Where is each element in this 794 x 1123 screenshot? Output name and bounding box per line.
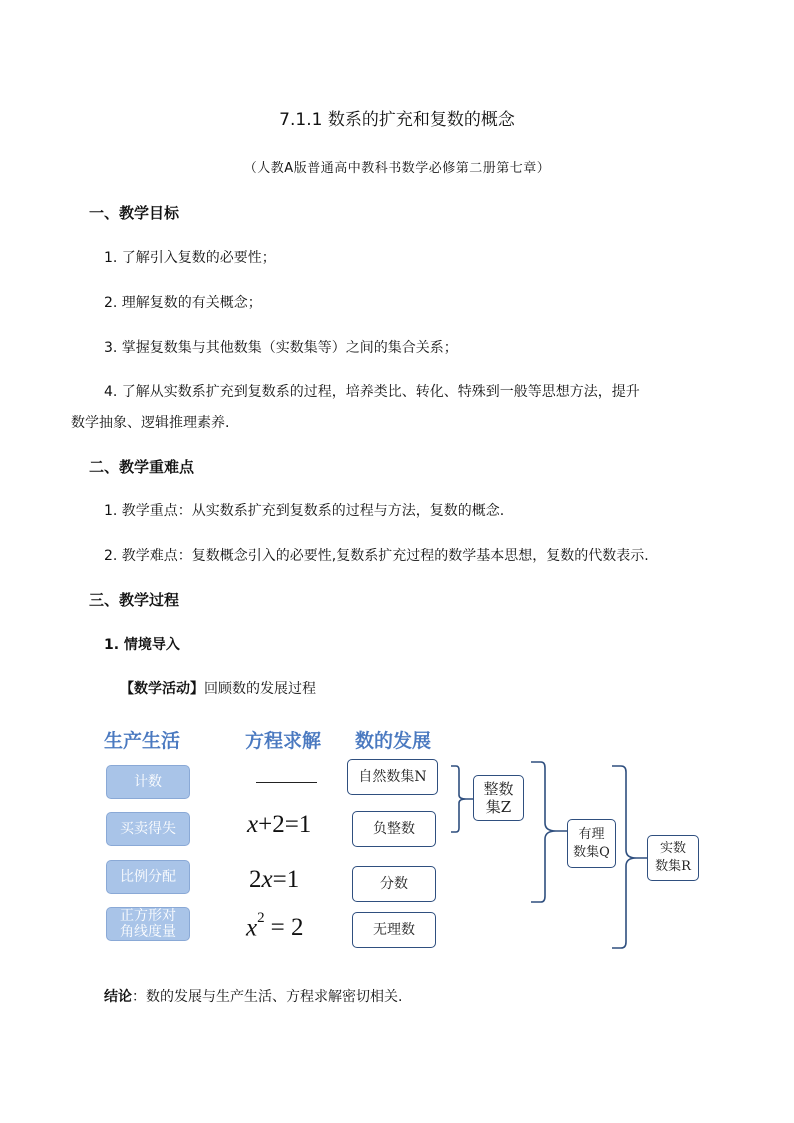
document-title: 7.1.1 数系的扩充和复数的概念 bbox=[279, 110, 515, 130]
equation-fraction-coef: 2 bbox=[249, 866, 262, 893]
objective-item-2: 2. 理解复数的有关概念； bbox=[104, 295, 262, 311]
bracket-rationals bbox=[531, 762, 567, 902]
bracket-reals bbox=[612, 766, 647, 948]
column-header-life: 生产生活 bbox=[104, 730, 181, 752]
set-box-integers-line1: 整数 bbox=[483, 780, 514, 798]
objective-item-4: 4. 了解从实数系扩充到复数系的过程，培养类比、转化、特殊到一般等思想方法，提升 bbox=[104, 384, 640, 400]
set-box-integers-line2: 集Z bbox=[485, 798, 512, 816]
set-box-reals-line1: 实数 bbox=[659, 841, 686, 856]
set-box-rationals-line2: 数集Q bbox=[573, 844, 610, 860]
equation-irrational-exp: 2 bbox=[257, 910, 265, 926]
column-header-equation: 方程求解 bbox=[245, 730, 322, 752]
keypoint-item-1: 1. 教学重点：从实数系扩充到复数系的过程与方法，复数的概念. bbox=[104, 503, 505, 519]
equation-fraction-rest: =1 bbox=[272, 866, 300, 893]
equation-negative-rest: +2=1 bbox=[258, 811, 312, 838]
keypoint-item-2: 2. 教学难点：复数概念引入的必要性,复数系扩充过程的数学基本思想，复数的代数表示. bbox=[104, 548, 649, 564]
objective-item-4-cont: 数学抽象、逻辑推理素养. bbox=[71, 415, 230, 431]
life-box-diagonal-line1: 正方形对 bbox=[120, 908, 176, 924]
conclusion bbox=[104, 986, 402, 1006]
activity-tag: 【数学活动】 bbox=[120, 681, 204, 697]
set-box-natural: 自然数集N bbox=[347, 759, 438, 795]
section-heading-process: 三、教学过程 bbox=[89, 591, 180, 609]
life-box-diagonal-line2: 角线度量 bbox=[120, 924, 176, 940]
life-box-proportion: 比例分配 bbox=[106, 860, 190, 894]
bracket-integers bbox=[451, 766, 473, 832]
objective-item-1: 1. 了解引入复数的必要性； bbox=[104, 250, 276, 266]
life-box-trade: 买卖得失 bbox=[106, 812, 190, 846]
section-heading-keypoints: 二、教学重难点 bbox=[89, 458, 195, 476]
equation-irrational-var: x bbox=[246, 914, 258, 942]
conclusion-label: 结论 bbox=[104, 989, 132, 1005]
subsection-heading: 1. 情境导入 bbox=[104, 637, 180, 653]
document-subtitle: （人教A版普通高中教科书数学必修第二册第七章） bbox=[243, 161, 551, 176]
set-box-rationals-line1: 有理 bbox=[578, 826, 605, 842]
set-box-irrationals: 无理数 bbox=[352, 912, 436, 948]
activity-text: 回顾数的发展过程 bbox=[204, 681, 316, 697]
set-box-reals-line2: 数集R bbox=[655, 859, 691, 874]
section-heading-objectives: 一、教学目标 bbox=[89, 204, 180, 222]
set-box-fractions: 分数 bbox=[352, 866, 436, 902]
column-header-numbers: 数的发展 bbox=[355, 730, 432, 752]
equation-negative-var: x bbox=[247, 811, 259, 838]
equation-fraction-var: x bbox=[261, 866, 273, 893]
conclusion-text: ：数的发展与生产生活、方程求解密切相关. bbox=[132, 989, 403, 1005]
life-box-counting: 计数 bbox=[106, 765, 190, 799]
set-box-negative-integers: 负整数 bbox=[352, 811, 436, 847]
equation-irrational-rest: = 2 bbox=[270, 914, 304, 942]
objective-item-3: 3. 掌握复数集与其他数集（实数集等）之间的集合关系； bbox=[104, 340, 458, 356]
